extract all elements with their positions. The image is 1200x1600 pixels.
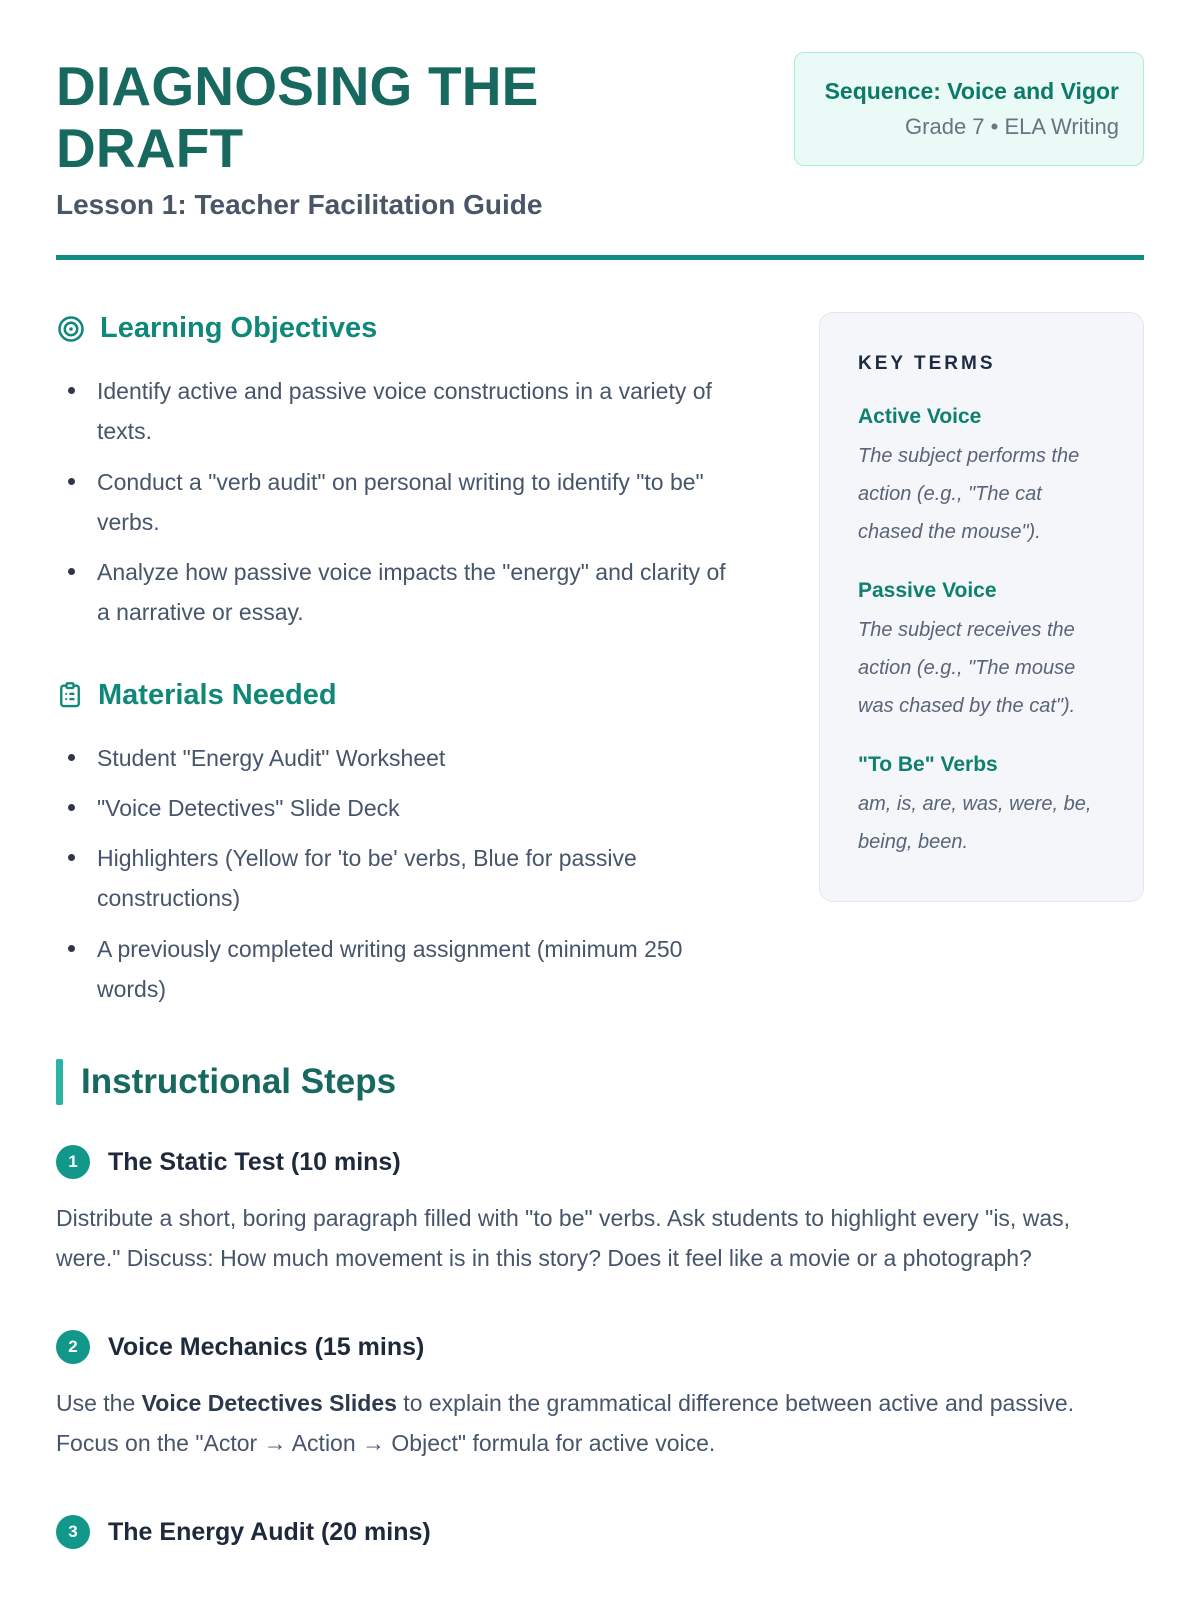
key-term xyxy=(858,405,1105,551)
step-number-badge: 2 xyxy=(56,1330,90,1364)
term-name: Passive Voice xyxy=(858,579,997,603)
main-column xyxy=(56,312,769,1019)
title-block xyxy=(56,56,754,221)
steps-heading-row xyxy=(56,1059,1144,1105)
step-body-segment: to explain the grammatical difference between active and passive. Focus on the "Actor → Action → Object" formula for active voice. xyxy=(56,1390,1075,1456)
term-definition: The subject receives the action (e.g., "The mouse was chased by the cat"). xyxy=(858,619,1076,718)
bullet-dot xyxy=(68,854,75,861)
list-item-text: A previously completed writing assignment (minimum 250 words) xyxy=(97,935,683,1002)
key-terms-list xyxy=(858,405,1105,861)
list-item xyxy=(68,371,769,452)
steps-accent-bar xyxy=(56,1059,63,1105)
term-name: "To Be" Verbs xyxy=(858,753,998,777)
list-item xyxy=(68,838,769,919)
steps-list xyxy=(56,1145,1144,1549)
steps-heading: Instructional Steps xyxy=(81,1062,397,1102)
step-number-badge: 3 xyxy=(56,1515,90,1549)
materials-heading-text: Materials Needed xyxy=(98,678,337,711)
step-body-segment: Voice Detectives Slides xyxy=(141,1390,397,1417)
list-item xyxy=(68,929,769,1010)
step-body xyxy=(56,1199,1101,1278)
step-body xyxy=(56,1384,1101,1463)
bullet-dot xyxy=(68,568,75,575)
page-title: DIAGNOSING THE DRAFT xyxy=(56,55,539,179)
list-item-text: "Voice Detectives" Slide Deck xyxy=(97,794,400,821)
term-definition: am, is, are, was, were, be, being, been. xyxy=(858,793,1092,854)
grade-subject-label: Grade 7 • ELA Writing xyxy=(905,114,1119,140)
list-item-text: Identify active and passive voice constructions in a variety of texts. xyxy=(97,378,712,445)
learning-objectives-heading xyxy=(56,312,769,345)
instructional-steps-section xyxy=(56,1059,1144,1549)
step-header xyxy=(56,1330,1144,1364)
step-body-segment: Distribute a short, boring paragraph filled with "to be" verbs. Ask students to highlight every "is, was, were." Discuss: How much movement is in this story? Does it feel like a movie or a photograph? xyxy=(56,1205,1070,1271)
learning-objectives-heading-text: Learning Objectives xyxy=(100,312,378,345)
list-item xyxy=(68,788,769,828)
list-item xyxy=(68,738,769,778)
key-term xyxy=(858,753,1105,861)
key-term xyxy=(858,579,1105,725)
step-item xyxy=(56,1515,1144,1549)
list-item-text: Highlighters (Yellow for 'to be' verbs, Blue for passive constructions) xyxy=(97,845,637,912)
term-definition: The subject performs the action (e.g., "The cat chased the mouse"). xyxy=(858,445,1080,544)
materials-list xyxy=(56,738,769,1010)
term-name: Active Voice xyxy=(858,405,982,429)
sequence-meta-card xyxy=(794,52,1144,166)
step-item xyxy=(56,1145,1144,1278)
list-item-text: Analyze how passive voice impacts the "energy" and clarity of a narrative or essay. xyxy=(97,559,726,626)
bullet-dot xyxy=(68,478,75,485)
step-body-segment: Use the xyxy=(56,1390,142,1417)
list-item xyxy=(68,552,769,633)
step-title: The Static Test (10 mins) xyxy=(108,1147,401,1176)
divider-rule xyxy=(56,255,1144,260)
step-header xyxy=(56,1515,1144,1549)
content-row xyxy=(56,312,1144,1019)
step-number-badge: 1 xyxy=(56,1145,90,1179)
step-title: The Energy Audit (20 mins) xyxy=(108,1517,431,1546)
step-item xyxy=(56,1330,1144,1463)
list-item-text: Student "Energy Audit" Worksheet xyxy=(97,744,446,771)
bullet-dot xyxy=(68,804,75,811)
step-title: Voice Mechanics (15 mins) xyxy=(108,1332,425,1361)
key-terms-heading: KEY TERMS xyxy=(858,353,996,375)
list-item-text: Conduct a "verb audit" on personal writing to identify "to be" verbs. xyxy=(97,468,704,535)
bullet-dot xyxy=(68,387,75,394)
header xyxy=(56,56,1144,221)
learning-objectives-list xyxy=(56,371,769,633)
key-terms-card xyxy=(819,312,1144,902)
list-item xyxy=(68,462,769,543)
bullet-dot xyxy=(68,945,75,952)
step-header xyxy=(56,1145,1144,1179)
target-icon xyxy=(56,314,86,344)
sequence-label: Sequence: Voice and Vigor xyxy=(824,78,1119,104)
clipboard-icon xyxy=(56,681,84,709)
page-subtitle: Lesson 1: Teacher Facilitation Guide xyxy=(56,189,543,221)
bullet-dot xyxy=(68,754,75,761)
materials-heading xyxy=(56,679,769,712)
